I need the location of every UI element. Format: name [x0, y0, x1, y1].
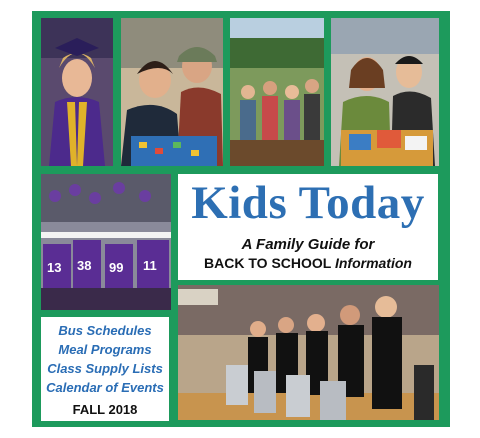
graduate-photo [41, 18, 113, 166]
subtitle-italic-text: Information [334, 255, 412, 271]
reading-photo [331, 18, 439, 166]
contents-item-class-supply-lists: Class Supply Lists [47, 361, 163, 376]
football-team-photo [41, 174, 171, 310]
contents-item-bus-schedules: Bus Schedules [58, 323, 152, 338]
svg-text:38: 38 [77, 258, 92, 273]
subtitle-line-2 [178, 255, 438, 271]
groundbreaking-photo [230, 18, 324, 166]
svg-text:99: 99 [109, 260, 124, 275]
svg-text:11: 11 [143, 258, 157, 273]
edition-label: FALL 2018 [72, 402, 138, 417]
svg-text:13: 13 [47, 260, 62, 275]
contents-panel [41, 317, 169, 421]
subtitle-main-text: BACK TO SCHOOL [204, 255, 335, 271]
title-panel [178, 174, 438, 280]
magazine-title: Kids Today [191, 177, 425, 229]
contents-item-calendar-of-events: Calendar of Events [46, 380, 164, 395]
contents-item-meal-programs: Meal Programs [58, 342, 152, 357]
subtitle-line-1: A Family Guide for [241, 236, 375, 253]
drumline-photo [178, 285, 439, 420]
board-game-photo [121, 18, 223, 166]
